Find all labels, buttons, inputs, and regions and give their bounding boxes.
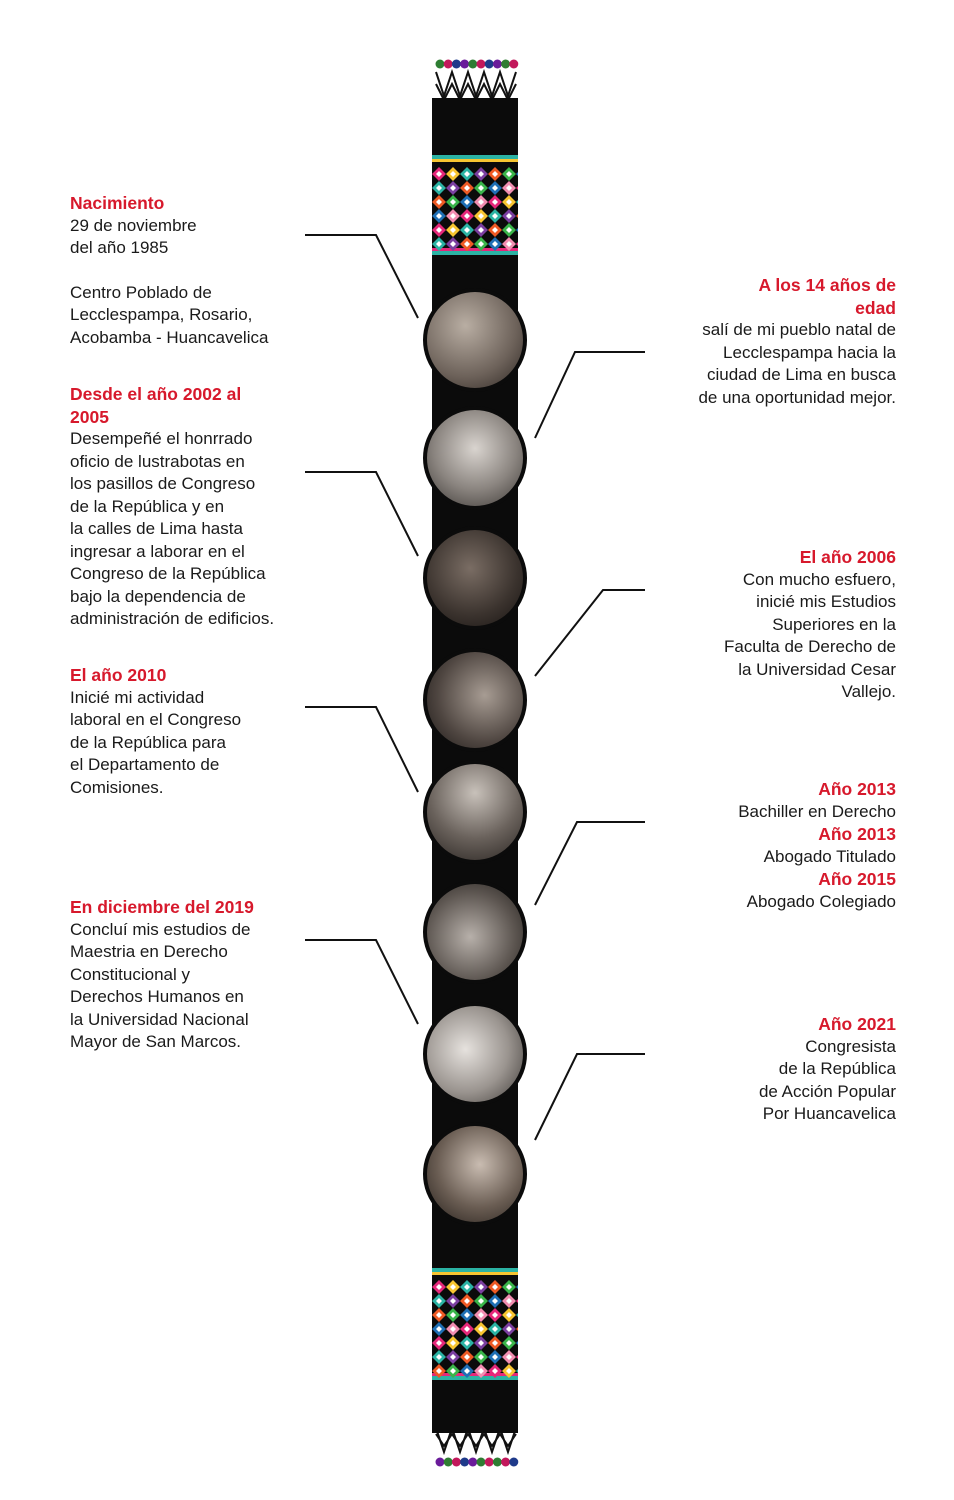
event-2002-2005 [70, 383, 274, 631]
event-text: Congresista de la República de Acción Popular Por Huancavelica [758, 1036, 896, 1123]
event-text: Bachiller en Derecho [738, 801, 896, 821]
event-text: Inicié mi actividad laboral en el Congreso de la República para el Departamento de Comisiones. [70, 687, 242, 797]
event-heading: A los 14 años de edad [758, 275, 896, 318]
bottom-textile-band [432, 1268, 518, 1380]
event-birth [70, 192, 268, 349]
person-studying-photo [423, 648, 527, 752]
event-heading: El año 2006 [799, 547, 896, 567]
university-sign-photo [423, 1002, 527, 1106]
top-fringe [436, 60, 519, 101]
event-2021 [759, 1013, 896, 1126]
event-text: Abogado Titulado [763, 846, 896, 866]
event-2013-2015 [738, 778, 896, 913]
event-text: salí de mi pueblo natal de Lecclespampa hacia la ciudad de Lima en busca de una oportunidad mejor. [698, 320, 896, 407]
top-textile-band [432, 155, 518, 255]
event-heading: Año 2021 [818, 1014, 896, 1034]
event-text: 29 de noviembre del año 1985 [70, 215, 197, 257]
event-heading: En diciembre del 2019 [70, 897, 254, 917]
event-text: Con mucho esfuero, inicié mis Estudios Superiores en la Faculta de Derecho de la Universidad Cesar Vallejo. [724, 569, 896, 701]
event-heading: Año 2013 [818, 779, 896, 799]
event-text: Abogado Colegiado [746, 891, 896, 911]
village-landscape-photo [423, 288, 527, 392]
gavel-photo [423, 880, 527, 984]
event-heading: Nacimiento [70, 193, 165, 213]
event-text: Concluí mis estudios de Maestria en Derecho Constitucional y Derechos Humanos en la Universidad Nacional Mayor de San Marcos. [70, 919, 251, 1051]
event-2006 [724, 546, 896, 704]
event-heading: Año 2015 [818, 869, 896, 889]
shoeshine-photo [423, 526, 527, 630]
bottom-fringe [436, 1428, 519, 1467]
congress-chamber-photo [423, 760, 527, 864]
event-age-14 [698, 274, 896, 409]
event-text: Desempeñé el honrrado oficio de lustrabotas en los pasillos de Congreso de la República y en la calles de Lima hasta ingresar a laborar en el Congreso de la República bajo la dependencia de administración de edificios. [70, 429, 275, 628]
event-heading: Año 2013 [818, 824, 896, 844]
event-place: Centro Poblado de Lecclespampa, Rosario, Acobamba - Huancavelica [70, 282, 269, 347]
event-heading: Desde el año 2002 al 2005 [70, 384, 242, 427]
event-2010 [70, 664, 241, 799]
plaza-cathedral-photo [423, 406, 527, 510]
event-heading: El año 2010 [70, 665, 167, 685]
event-2019 [70, 896, 254, 1054]
congressman-portrait-photo [423, 1122, 527, 1226]
